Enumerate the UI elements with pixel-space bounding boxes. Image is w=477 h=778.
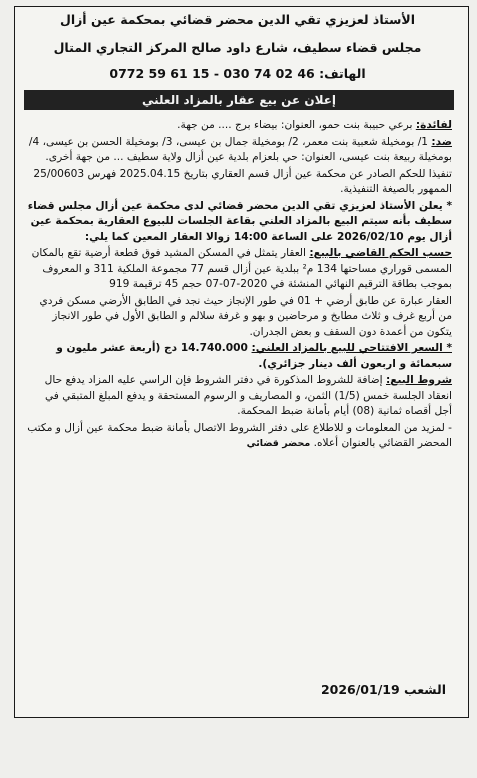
notice-paragraph: [26, 246, 452, 293]
notice-body: [26, 118, 452, 453]
notice-paragraph: [26, 373, 452, 420]
paragraph-text: العقار عبارة عن طابق أرضي + 01 في طور الإنجاز حيث نجد في الطابق الأرضي مسكن فردي من أربع غرف و ثلاث مطابخ و مرحاضين و بهو و غرفة سلالم و الطابق الأول في طور الانجاز يتكون من أعمدة دون السقف و بعض الجدران.: [39, 294, 452, 338]
notice-paragraph: [26, 341, 452, 372]
paragraph-text: 1/ بومخيلة شعبية بنت معمر، 2/ بومخيلة جمال بن عيسى، 3/ بومخيلة الحسن بن عيسى، 4/ بومخيلة ربيعة بنت عيسى، العنوان: حي بلعزام بلدية عين أزال ولاية سطيف ... من جهة أخرى.: [28, 135, 452, 163]
notice-paragraph: [26, 421, 452, 452]
notice-paragraph: [26, 135, 452, 166]
paragraph-text: العقار يتمثل في المسكن المشيد فوق قطعة أرضية تقع بالمكان المسمى قوراري مساحتها 134 م² ببلدية عين أزال قسم 77 مجموعة الملكية 311 و المعروف بموجب بطاقة الترقيم النهائي المنشئة في 2020-07-07 حجم 45 ترقيمة 919: [31, 247, 452, 290]
address-line: مجلس قضاء سطيف، شارع داود صالح المركز التجاري المتال: [53, 40, 422, 55]
paragraph-label: لفائدة:: [415, 119, 452, 131]
publication-footer: الشعب 2026/01/19: [320, 682, 446, 697]
paragraph-text: تنفيذا للحكم الصادر عن محكمة عين أزال قسم العقاري بتاريخ 2025.04.15 فهرس 25/00603 الممهور بالصيغة التنفيذية.: [33, 167, 452, 195]
notice-paragraph: [26, 118, 452, 134]
bailiff-name-line: الأستاذ لعزيزي تقي الدين محضر قضائي بمحكمة عين أزال: [59, 12, 416, 27]
notice-title-banner: إعلان عن بيع عقار بالمزاد العلني: [24, 90, 454, 110]
notice-paragraph: [26, 199, 452, 246]
paragraph-text: برعي حبيبة بنت حمو، العنوان: بيضاء برج .... من جهة.: [177, 119, 416, 131]
notice-paragraph: [26, 294, 452, 341]
paragraph-text: * يعلن الأستاذ لعزيزي تقي الدين محضر قضائي لدى محكمة عين أزال مجلس قضاء سطيف بأنه سيتم البيع بالمزاد العلني بقاعة الجلسات للبيوع العقارية بمحكمة عين أزال يوم 2026/02/10 على الساعة 14:00 زوالا العقار المعين كما يلي:: [27, 199, 452, 243]
signature-label: محضر قضائي: [246, 438, 311, 449]
paragraph-label: شروط البيع:: [385, 374, 452, 386]
paragraph-text: - لمزيد من المعلومات و للاطلاع على دفتر الشروط الاتصال بأمانة ضبط محكمة عين أزال و مكتب المحضر القضائي بالعنوان أعلاه.: [27, 421, 452, 449]
paragraph-label: حسب الحكم القاضي بالبيع:: [309, 247, 452, 259]
paragraph-label: ضد:: [431, 135, 452, 148]
phone-line: الهاتف: 46 02 74 030 - 15 61 59 0772: [109, 66, 366, 81]
notice-paragraph: [26, 167, 452, 198]
paragraph-text: إضافة للشروط المذكورة في دفتر الشروط فإن الراسي عليه المزاد يدفع حال انعقاد الجلسة خمس (1/5) الثمن، و المصاريف و الرسوم المستحقة و يدفع المبلغ المتبقي في أجل أقصاه ثمانية (08) أيام بأمانة ضبط المحكمة.: [44, 374, 452, 417]
paragraph-text: 14.740.000 دج (أربعة عشر مليون و سبعمائة و اربعون ألف دينار جزائري).: [56, 342, 452, 370]
paragraph-label: * السعر الافتتاحي للبيع بالمزاد العلني:: [251, 342, 452, 354]
